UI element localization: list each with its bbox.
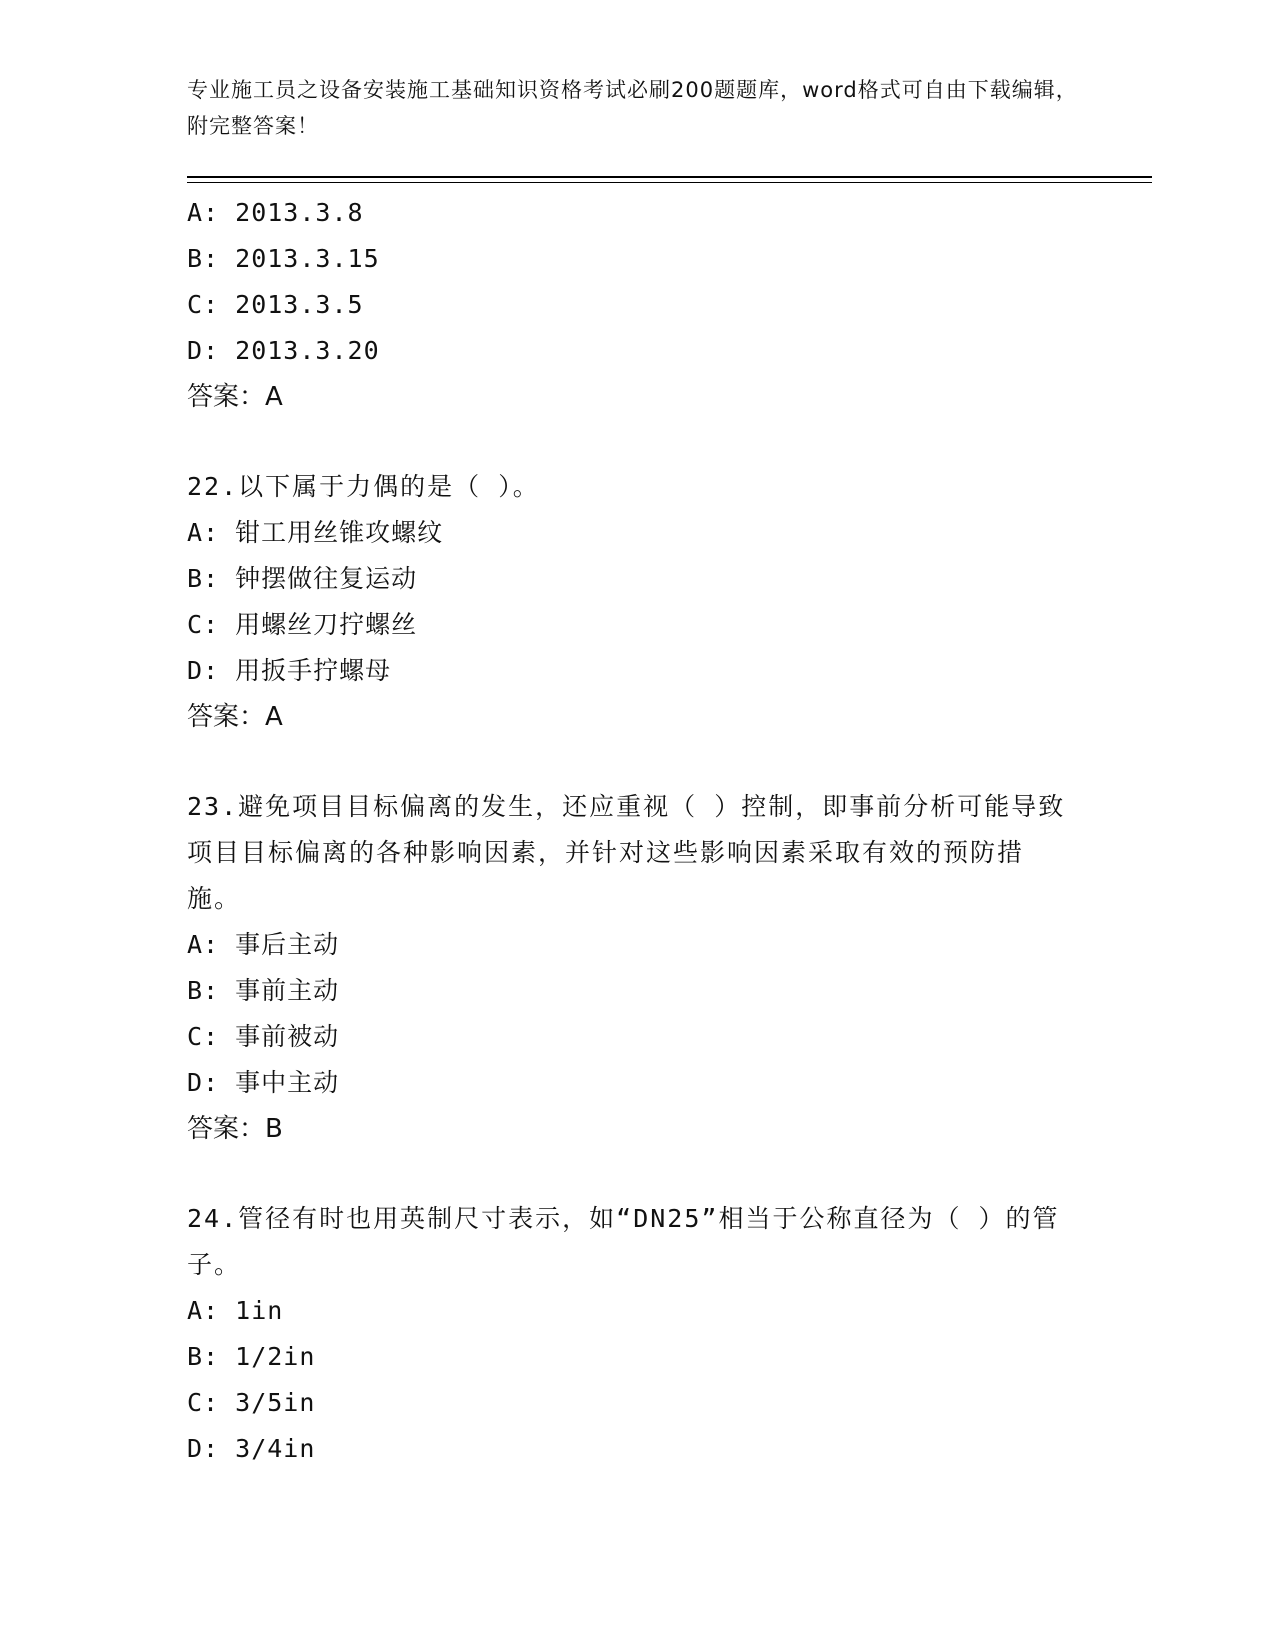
answer-line: 答案：A [187, 382, 283, 412]
option-a: A: 钳工用丝锥攻螺纹 [187, 518, 444, 547]
document-header: 专业施工员之设备安装施工基础知识资格考试必刷200题题库，word格式可自由下载编辑，附完整答案！ [187, 78, 1078, 138]
answer-line: 答案：B [187, 1114, 283, 1144]
option-b: B: 2013.3.15 [187, 244, 380, 273]
question-text: 24.管径有时也用英制尺寸表示，如“DN25”相当于公称直径为（ ）的管子。 [187, 1204, 1060, 1279]
question-block [187, 1196, 1067, 1472]
option-b: B: 钟摆做往复运动 [187, 564, 418, 593]
option-b: B: 事前主动 [187, 976, 340, 1005]
header-divider [187, 176, 1152, 178]
option-a: A: 1in [187, 1296, 284, 1325]
option-c: C: 3/5in [187, 1388, 316, 1417]
question-list [187, 190, 1067, 1472]
option-d: D: 2013.3.20 [187, 336, 380, 365]
option-d: D: 用扳手拧螺母 [187, 656, 392, 685]
question-text: 23.避免项目目标偏离的发生，还应重视（ ）控制，即事前分析可能导致项目目标偏离的各种影响因素，并针对这些影响因素采取有效的预防措施。 [187, 792, 1066, 913]
option-a: A: 2013.3.8 [187, 198, 364, 227]
question-block [187, 190, 1067, 420]
answer-line: 答案：A [187, 702, 283, 732]
question-text: 22.以下属于力偶的是（ ）。 [187, 472, 540, 501]
option-d: D: 3/4in [187, 1434, 316, 1463]
option-d: D: 事中主动 [187, 1068, 340, 1097]
option-b: B: 1/2in [187, 1342, 316, 1371]
header-divider-thin [187, 182, 1152, 183]
option-c: C: 用螺丝刀拧螺丝 [187, 610, 418, 639]
question-block [187, 464, 1067, 740]
option-a: A: 事后主动 [187, 930, 340, 959]
option-c: C: 事前被动 [187, 1022, 340, 1051]
question-block [187, 784, 1067, 1152]
option-c: C: 2013.3.5 [187, 290, 364, 319]
